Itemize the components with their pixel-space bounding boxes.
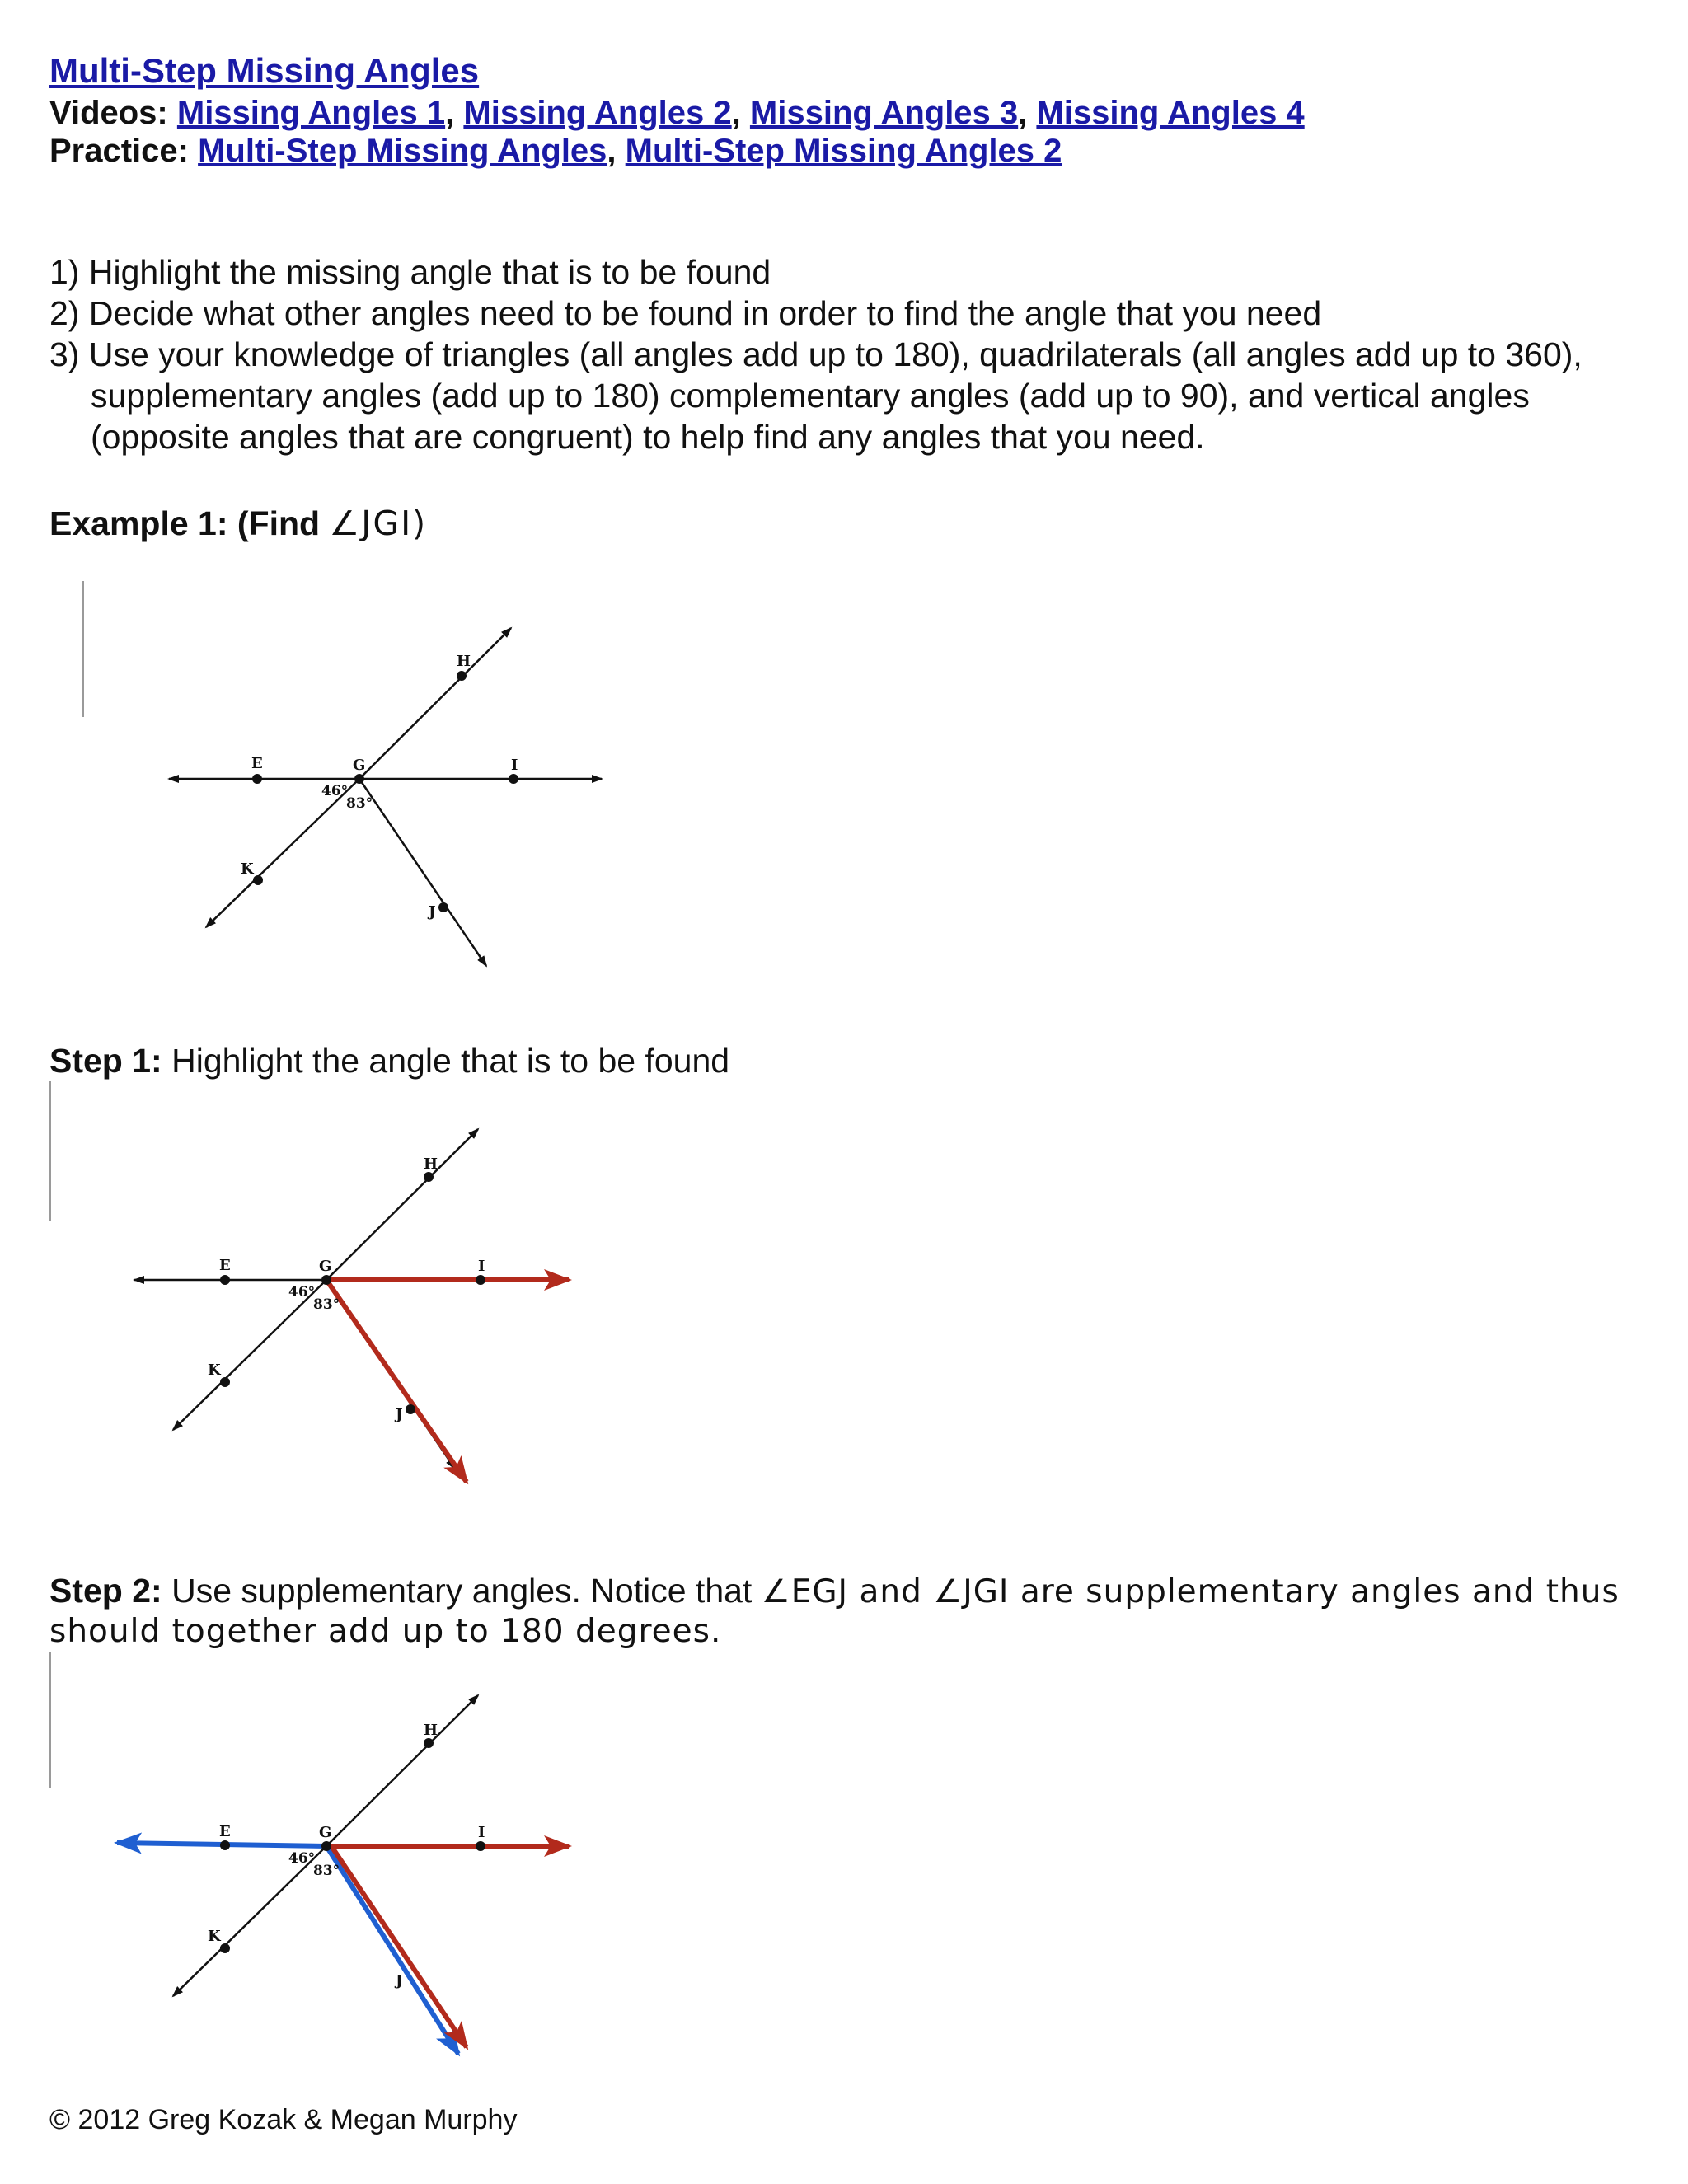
point-label-i: I [511, 757, 518, 774]
videos-label: Videos: [49, 95, 168, 131]
angle-label-83: 83° [346, 795, 373, 812]
angle-label-46: 46° [288, 1284, 316, 1301]
practice-link-2[interactable]: Multi-Step Missing Angles 2 [625, 133, 1062, 169]
separator: , [731, 95, 741, 131]
practice-link-1[interactable]: Multi-Step Missing Angles [198, 133, 607, 169]
step2-label: Step 2: [49, 1572, 162, 1610]
step1-text: Highlight the angle that is to be found [171, 1042, 730, 1080]
step1-label: Step 1: [49, 1042, 162, 1080]
point-label-e: E [251, 755, 263, 772]
separator: , [445, 95, 455, 131]
example-angle: ∠JGI) [329, 504, 428, 543]
highlight-supplementary [117, 1843, 458, 2054]
angle-label-83: 83° [313, 1296, 340, 1313]
angle-label-46: 46° [288, 1850, 316, 1867]
step2-text-a: Use supplementary angles. Notice that [171, 1572, 753, 1610]
point-label-k: K [241, 860, 254, 878]
instruction-item: 1) Highlight the missing angle that is to be found [49, 253, 771, 291]
video-link-1[interactable]: Missing Angles 1 [176, 95, 446, 131]
point-label-k: K [208, 1361, 221, 1379]
video-link-4[interactable]: Missing Angles 4 [1036, 95, 1305, 131]
instruction-item: 2) Decide what other angles need to be found in order to find the angle that you need [49, 294, 1322, 332]
point-label-k: K [208, 1928, 221, 1945]
separator: , [1018, 95, 1028, 131]
step2-text-b: ∠EGJ and ∠JGI are supplementary angles and thus should together add up to 180 degrees. [49, 1573, 1620, 1650]
point-label-h: H [424, 1722, 438, 1739]
title-link[interactable]: Multi-Step Missing Angles [49, 51, 480, 90]
point-label-g: G [353, 757, 366, 774]
point-label-g: G [319, 1258, 332, 1275]
practice-label: Practice: [49, 133, 189, 169]
angle-label-83: 83° [313, 1863, 340, 1879]
point-label-e: E [219, 1257, 231, 1274]
point-label-h: H [457, 653, 471, 670]
point-label-i: I [478, 1258, 485, 1275]
point-label-j: J [396, 1972, 403, 1990]
point-label-j: J [396, 1406, 403, 1423]
point-label-j: J [429, 903, 436, 921]
video-link-3[interactable]: Missing Angles 3 [749, 95, 1019, 131]
angle-label-46: 46° [321, 783, 349, 799]
instruction-item: 3) Use your knowledge of triangles (all angles add up to 180), quadrilaterals (all angles add up to 360), supplementary angles (add up to 180) complementary angles (add up to 90), and vertical angles (opposite angles that are congruent) to help find any angles that you need. [49, 335, 1582, 456]
example-label: Example 1: (Find [49, 504, 321, 542]
point-label-e: E [219, 1823, 231, 1840]
point-label-g: G [319, 1824, 332, 1841]
point-label-i: I [478, 1824, 485, 1841]
video-link-2[interactable]: Missing Angles 2 [463, 95, 732, 131]
highlight-angle [326, 1846, 569, 2047]
point-label-h: H [424, 1155, 438, 1173]
separator: , [607, 133, 617, 169]
copyright-notice: © 2012 Greg Kozak & Megan Murphy [49, 2104, 518, 2135]
